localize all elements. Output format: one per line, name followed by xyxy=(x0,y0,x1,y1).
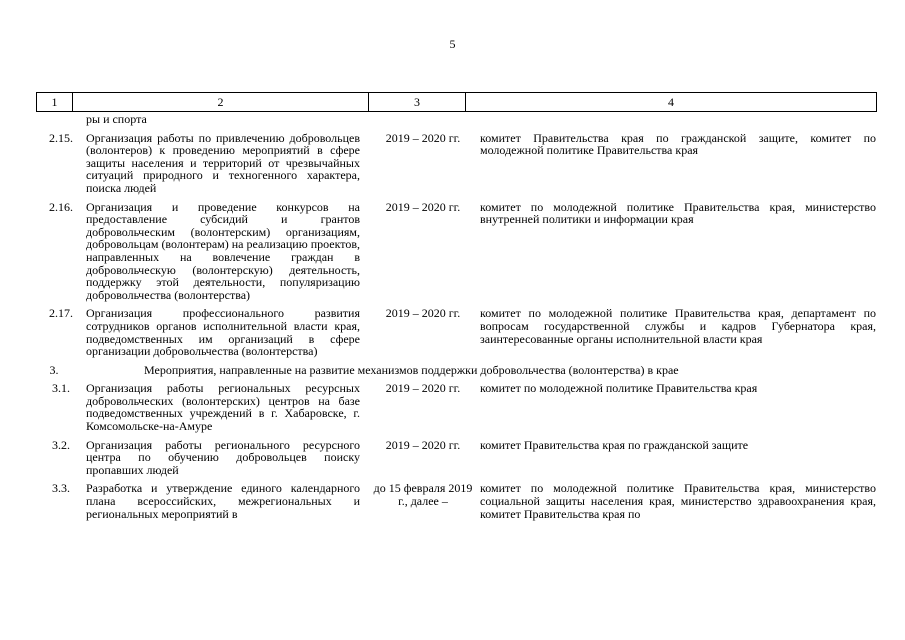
row-term: до 15 февраля 2019 г., далее – xyxy=(373,481,473,509)
table-row xyxy=(36,307,876,357)
row-title: ры и спорта xyxy=(86,112,147,126)
header-col-4: 4 xyxy=(466,93,877,112)
header-row xyxy=(37,93,877,112)
row-number: 3.3. xyxy=(52,481,70,496)
table-header xyxy=(36,92,877,112)
table-row-continuation xyxy=(36,113,876,126)
row-executor: комитет по молодежной политике Правительства края, министерство социальной защиты населения края, министерство здравоохранения края, комитет Правительства края по xyxy=(480,481,876,521)
row-title: Организация работы по привлечению добровольцев (волонтеров) к проведению мероприятий в сфере защиты населения и территорий от чрезвычайных ситуаций природного и техногенного характера, поиска людей xyxy=(86,130,360,195)
row-title: Организация профессионального развития сотрудников органов исполнительной власти края, подведомственных им организаций в сфере организации добровольчества (волонтерства) xyxy=(86,306,360,359)
row-title: Организация и проведение конкурсов на предоставление субсидий и грантов добровольческим (волонтерским) организациям, добровольцам (волонтерам) на реализацию проектов, направленных на вовлечение граждан в добровольческую (волонтерскую) деятельность, поддержку этой деятельности, популяризацию добровольчества (волонтерства) xyxy=(86,199,361,302)
section-number: 3. xyxy=(49,362,59,377)
row-term: 2019 – 2020 гг. xyxy=(385,130,461,145)
row-executor: комитет Правительства края по гражданской защите, комитет по молодежной политике Правительства края xyxy=(480,130,876,158)
row-number: 3.2. xyxy=(52,437,70,452)
header-col-3: 3 xyxy=(369,93,466,112)
table-row xyxy=(36,482,876,520)
row-executor: комитет по молодежной политике Правительства края, департамент по вопросам государственной службы и кадров Губернатора края, заинтересованные органы исполнительной власти края xyxy=(480,306,876,346)
header-col-1: 1 xyxy=(37,93,73,112)
row-title: Организация работы регионального ресурсного центра по обучению добровольцев поиску пропавших людей xyxy=(86,437,360,477)
section-title: Мероприятия, направленные на развитие механизмов поддержки добровольчества (волонтерства) в крае xyxy=(144,362,679,377)
table-row xyxy=(36,382,876,432)
row-number: 2.16. xyxy=(49,199,73,214)
table-row xyxy=(36,439,876,477)
row-number: 2.17. xyxy=(49,306,73,321)
row-title: Организация работы региональных ресурсных добровольческих (волонтерских) центров на базе подведомственных учреждений в г. Хабаровске, г. Комсомольске-на-Амуре xyxy=(86,381,360,434)
header-col-2: 2 xyxy=(73,93,369,112)
row-executor: комитет Правительства края по гражданской защите xyxy=(480,437,749,452)
table-body xyxy=(36,113,876,520)
page-number: 5 xyxy=(449,37,456,51)
table-row xyxy=(36,132,876,195)
row-number: 3.1. xyxy=(52,381,70,396)
row-number: 2.15. xyxy=(49,130,73,145)
row-title: Разработка и утверждение единого календарного плана всероссийских, межрегиональных и региональных мероприятий в xyxy=(86,481,360,521)
row-term: 2019 – 2020 гг. xyxy=(385,306,461,321)
row-term: 2019 – 2020 гг. xyxy=(385,381,461,396)
row-executor: комитет по молодежной политике Правительства края xyxy=(480,381,758,396)
table-row xyxy=(36,201,876,302)
row-executor: комитет по молодежной политике Правительства края, министерство внутренней политики и информации края xyxy=(480,199,876,227)
row-term: 2019 – 2020 гг. xyxy=(385,199,461,214)
section-row xyxy=(36,364,876,377)
row-term: 2019 – 2020 гг. xyxy=(385,437,461,452)
